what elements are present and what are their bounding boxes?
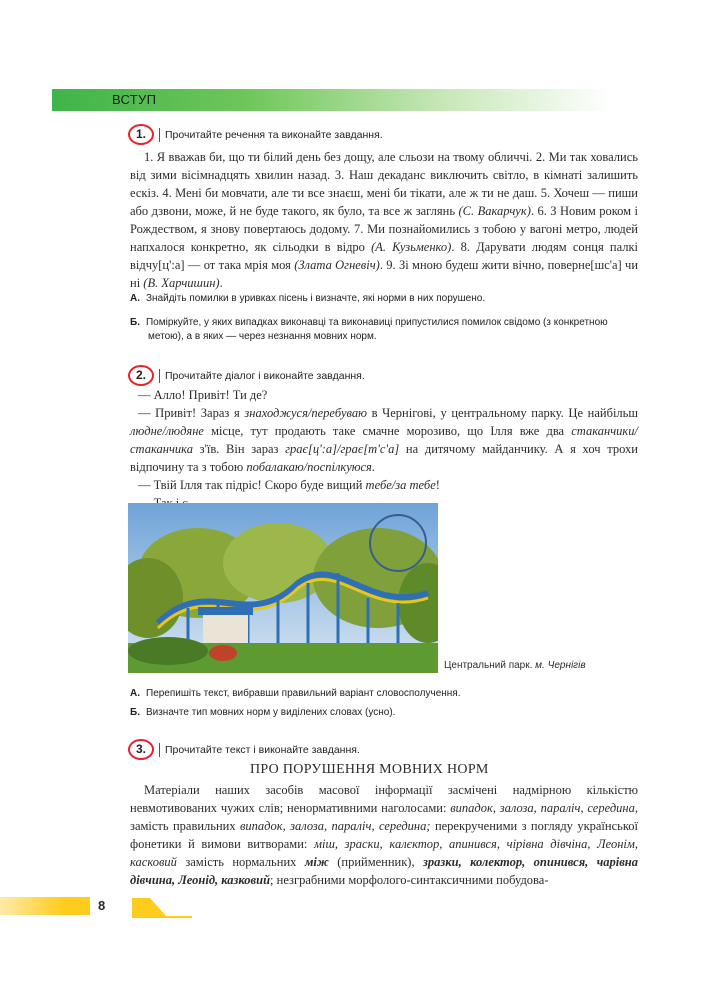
section-header-bar (52, 89, 612, 111)
text-run: (В. Харчишин) (143, 276, 220, 290)
text-run: замість нормальних (176, 855, 305, 869)
text-run: випадок, залоза, параліч, середина (450, 801, 635, 815)
footer-bar (0, 897, 90, 915)
text-run: 1. Я вважав би, що ти білий день без дощу, але сльози на твому обличчі. 2. Ми так ховались від зими вісімнадцять хвилин назад. 3. Наш декаданс виключить світло, в кімнаті залишить ескіз. 4. Мені би мовчати, але ти все знаєш, мені би тікати, але ж ти не даш. 5. Хочеш — пиши або дзвони, може, й не буде такого, як було, та все ж заглянь (130, 150, 638, 218)
text-run: Матеріали наших засобів масової інформації засмічені надмірною кількістю невмотивованих чужих слів; ненормативними наголосами: (130, 783, 638, 815)
text-run: людне/людяне (130, 424, 204, 438)
divider (159, 743, 160, 757)
subtask-text: Перепишіть текст, вибравши правильний варіант словосполучення. (146, 688, 461, 699)
task-2-subtask-a (130, 687, 610, 701)
task-2-dialog (130, 386, 638, 512)
task-2-heading (128, 365, 365, 386)
subtask-letter: Б. (130, 707, 140, 718)
text-run: — Привіт! Зараз я (138, 406, 245, 420)
task-1-subtask-a (130, 292, 610, 306)
text-run: побалакаю/поспілкуюся (246, 460, 372, 474)
text-run: , замість правильних (130, 801, 638, 833)
dialog-line (130, 404, 638, 476)
text-run: . 9. Зі мною будеш жити вічно, поверне[шс'а] чи ні (130, 258, 639, 290)
text-run: — Твій Ілля так підріс! Скоро буде вищий (138, 478, 366, 492)
text-run: в Чернігові, у центральному парку. Це найбільш (366, 406, 638, 420)
text-run: грає[ц':а]/грає[т'с'а] (285, 442, 400, 456)
subtask-text: Визначте тип мовних норм у виділених словах (усно). (145, 707, 396, 718)
task-2-number: 2. (128, 365, 154, 386)
text-title: ПРО ПОРУШЕННЯ МОВНИХ НОРМ (250, 762, 489, 777)
text-run: . 8. Дарувати людям сонця палкі відчу[ц':а] — от така мрія моя (130, 240, 639, 272)
text-run: . (219, 276, 223, 290)
text-run: стаканчики/стаканчика (130, 424, 638, 456)
caption-place: м. Чернігів (535, 660, 586, 671)
photo-caption (444, 660, 586, 671)
task-2-subtask-b (130, 706, 610, 720)
text-run: . 6. З Новим роком і Рождеством, я знову повертаюсь додому. 7. Ми познайомились з тобою у вагоні метро, людей напхалося конкретно, як сільодки в відро (130, 204, 639, 254)
text-run: випадок, залоза, параліч, середина; (240, 819, 431, 833)
subtask-letter: А. (130, 688, 140, 699)
dialog-line (130, 476, 638, 494)
task-2-instruction: Прочитайте діалог і виконайте завдання. (165, 369, 365, 382)
section-title: ВСТУП (112, 92, 157, 107)
text-run: між (304, 855, 329, 869)
text-run: ! (435, 478, 440, 492)
footer-decoration (132, 898, 192, 920)
text-run: — Алло! Привіт! Ти де? (138, 388, 268, 402)
task-3-heading (128, 739, 360, 760)
text-run: на дитячому майданчику. А я хоч трохи відпочину та з тобою (130, 442, 638, 474)
divider (159, 369, 160, 383)
text-run: місце, тут продають таке смачне морозиво, що Ілля вже два (203, 424, 572, 438)
text-run: знаходжуся/перебуваю (244, 406, 367, 420)
text-run: ; незграбними морфолого-синтаксичними побудова- (270, 873, 549, 887)
dialog-line (130, 386, 638, 404)
task-3-instruction: Прочитайте текст і виконайте завдання. (165, 743, 360, 756)
subtask-text: Поміркуйте, у яких випадках виконавці та виконавиці припустилися помилок свідомо (з конкретною метою), а в яких — через незнання мовних норм. (145, 317, 608, 342)
task-1-instruction: Прочитайте речення та виконайте завдання. (165, 128, 383, 141)
text-run: з'їв. Він зараз (192, 442, 286, 456)
text-run: тебе/за тебе (365, 478, 436, 492)
text-run: перекрученими з погляду української фонетики й вимови витворами: (130, 819, 639, 851)
page-number: 8 (98, 898, 106, 913)
task-3-number: 3. (128, 739, 154, 760)
subtask-letter: Б. (130, 317, 140, 328)
task-1-subtask-b (130, 316, 628, 344)
park-photo-image (128, 503, 438, 673)
text-run: (прийменник), (328, 855, 424, 869)
caption-text: Центральний парк. (444, 660, 536, 671)
task-1-text (130, 148, 638, 292)
text-run: (С. Вакарчук) (458, 204, 531, 218)
text-run: (Злата Огневіч) (294, 258, 380, 272)
text-run: зразки, колектор, опинився, чарівна дівчина, Леонід, казковий (130, 855, 638, 887)
text-run: . (371, 460, 375, 474)
task-3-text (130, 781, 638, 889)
divider (159, 128, 160, 142)
text-run: (А. Кузьменко) (371, 240, 452, 254)
park-photo (128, 503, 438, 673)
subtask-letter: А. (130, 293, 140, 304)
subtask-text: Знайдіть помилки в уривках пісень і визначте, які норми в них порушено. (146, 293, 486, 304)
text-run: міш, зраски, калєктор, апинився, чірівна дівчіна, Леонім, касковий (130, 837, 638, 869)
task-1-heading (128, 124, 383, 145)
task-1-number: 1. (128, 124, 154, 145)
